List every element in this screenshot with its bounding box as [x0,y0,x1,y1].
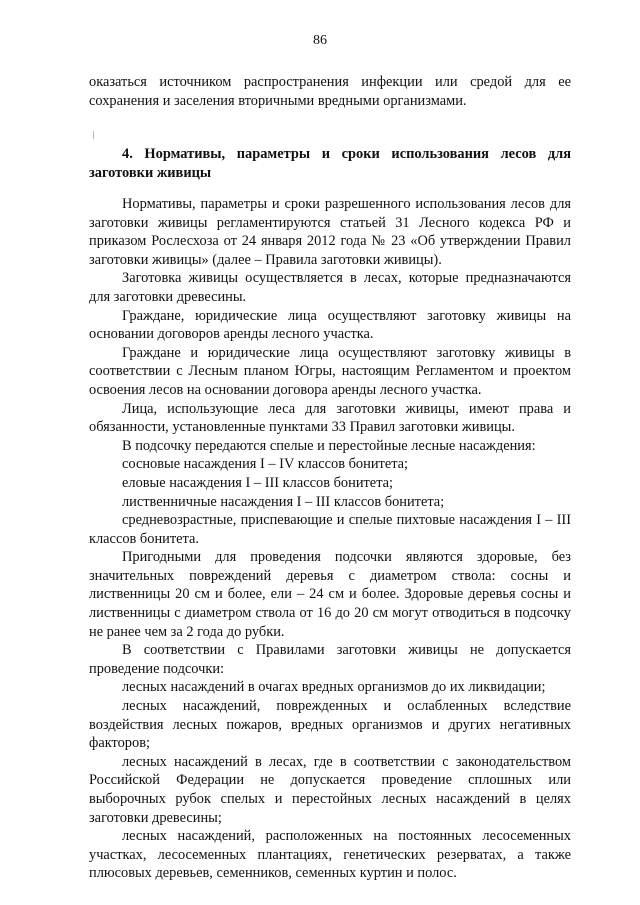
list-item: лесных насаждений, поврежденных и ослабленных вследствие воздействия лесных пожаров, вредных организмов и других негативных факторов; [89,698,571,752]
section-heading: 4. Нормативы, параметры и сроки использования лесов для заготовки живицы [89,146,571,181]
page-number: 86 [313,33,327,48]
margin-mark [93,131,94,139]
paragraph: В соответствии с Правилами заготовки живицы не допускается проведение подсочки: [89,642,571,677]
list-item: лиственничные насаждения I – III классов бонитета; [122,493,445,510]
section-body [89,195,571,883]
paragraph: Нормативы, параметры и сроки разрешенного использования лесов для заготовки живицы регламентируются статьей 31 Лесного кодекса РФ и приказом Рослесхоза от 24 января 2012 года № 23 «Об утверждении Правил заготовки живицы» (далее – Правила заготовки живицы). [89,196,571,268]
list-item: лесных насаждений в лесах, где в соответствии с законодательством Российской Федерации не допускается проведение сплошных или выборочных рубок спелых и перестойных лесных насаждений в целях заготовки древесины; [89,753,571,826]
list-item: еловые насаждения I – III классов бонитета; [122,474,394,491]
list-item: средневозрастные, приспевающие и спелые пихтовые насаждения I – III классов бонитета. [89,512,571,547]
list-item: лесных насаждений в очагах вредных организмов до их ликвидации; [122,679,546,696]
paragraph: Граждане, юридические лица осуществляют заготовку живицы на основании договоров аренды лесного участка. [89,307,571,343]
intro-paragraph: оказаться источником распространения инфекции или средой для ее сохранения и заселения вторичными вредными организмами. [89,74,571,109]
paragraph: Пригодными для проведения подсочки являются здоровые, без значительных повреждений деревья с диаметром ствола: сосны и лиственницы 20 см и более, ели – 24 см и более. Здоровые деревья сосны и лиственницы с диаметром ствола от 16 до 20 см могут отводиться в подсочку не ранее чем за 2 года до рубки. [89,549,571,640]
list-item: лесных насаждений, расположенных на постоянных лесосеменных участках, лесосеменных плантациях, генетических резерватах, а также плюсовых деревьев, семенников, семенных куртин и полос. [89,828,571,882]
paragraph: Лица, использующие леса для заготовки живицы, имеют права и обязанности, установленные пунктами 33 Правил заготовки живицы. [89,400,571,436]
paragraph: Граждане и юридические лица осуществляют заготовку живицы в соответствии с Лесным планом Югры, настоящим Регламентом и проектом освоения лесов на основании договора аренды лесного участка. [89,344,571,398]
paragraph: Заготовка живицы осуществляется в лесах, которые предназначаются для заготовки древесины. [89,270,571,305]
intro-block [89,73,571,110]
paragraph: В подсочку передаются спелые и перестойные лесные насаждения: [122,437,536,454]
list-item: сосновые насаждения I – IV классов бонитета; [122,456,409,473]
